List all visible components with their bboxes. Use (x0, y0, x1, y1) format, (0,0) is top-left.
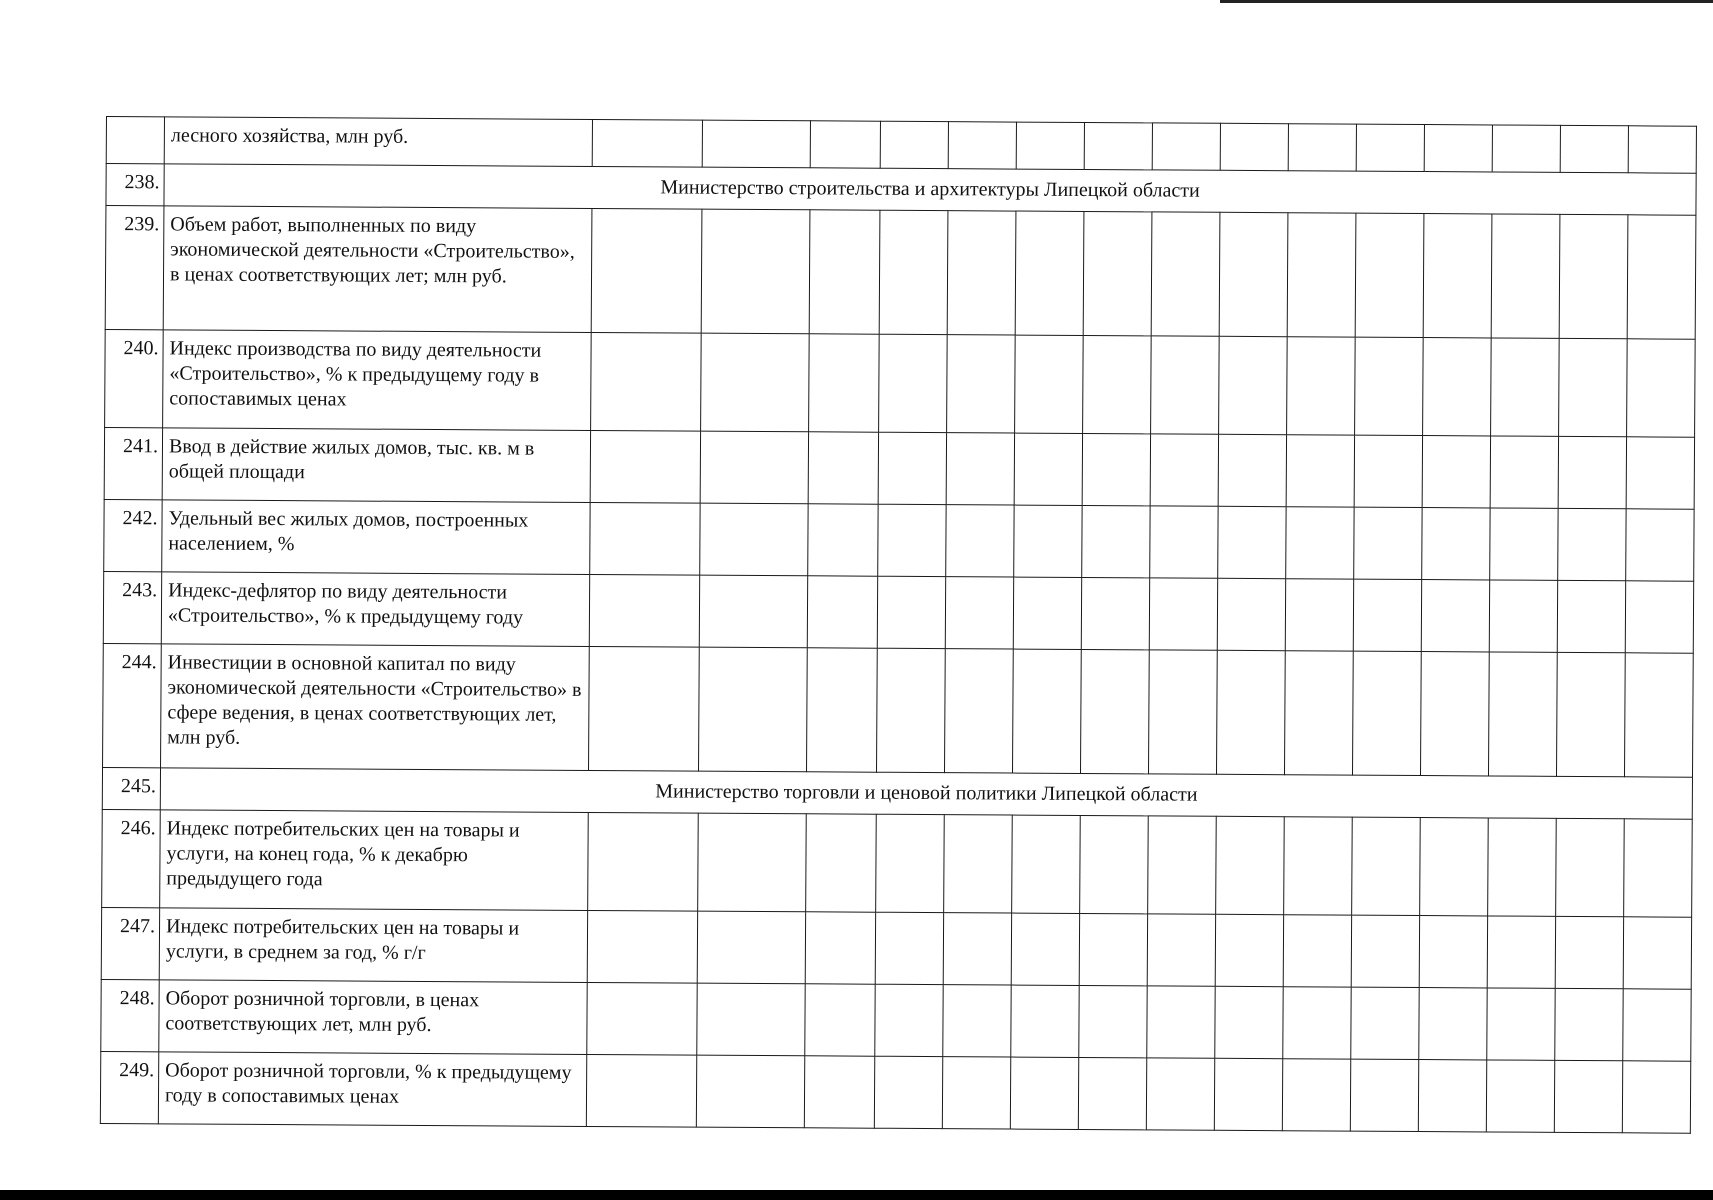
value-cell (1015, 211, 1084, 335)
value-cell (1558, 508, 1626, 580)
value-cell (1149, 578, 1217, 650)
value-cell (699, 575, 807, 648)
value-cell (1422, 508, 1490, 580)
value-cell (1283, 915, 1351, 987)
indicator-label: лесного хозяйства, млн руб. (164, 117, 592, 167)
value-cell (1220, 123, 1288, 170)
value-cell (1624, 653, 1693, 777)
value-cell (1082, 433, 1150, 505)
value-cell (1013, 649, 1082, 773)
value-cell (1423, 214, 1492, 338)
value-cell (806, 814, 877, 912)
value-cell (875, 912, 943, 984)
value-cell (1419, 916, 1487, 988)
table-row (104, 427, 1694, 509)
value-cell (1622, 1061, 1690, 1133)
value-cell (1014, 505, 1082, 577)
value-cell (587, 910, 697, 983)
value-cell (1560, 125, 1628, 172)
value-cell (1423, 338, 1492, 436)
value-cell (702, 120, 810, 168)
value-cell (589, 646, 700, 771)
value-cell (1422, 436, 1490, 508)
table-row (101, 907, 1691, 989)
value-cell (1219, 336, 1288, 434)
value-cell (810, 121, 880, 168)
value-cell (1150, 506, 1218, 578)
value-cell (1350, 1059, 1418, 1131)
value-cell (589, 574, 699, 647)
value-cell (880, 121, 948, 168)
value-cell (877, 576, 945, 648)
indicator-label: Инвестиции в основной капитал по виду экономической деятельности «Строительство» в сфере ведения, в ценах соответствующих лет, млн руб. (161, 644, 590, 771)
value-cell (1490, 436, 1558, 508)
value-cell (948, 122, 1016, 169)
value-cell (946, 505, 1014, 577)
value-cell (701, 209, 810, 334)
value-cell (1016, 122, 1084, 169)
row-number: 246. (102, 809, 161, 907)
value-cell (698, 813, 807, 912)
value-cell (1147, 914, 1215, 986)
value-cell (1151, 336, 1220, 434)
value-cell (808, 504, 878, 576)
value-cell (807, 576, 877, 648)
scan-edge-bottom (0, 1190, 1713, 1200)
row-number: 247. (101, 907, 159, 979)
table-row (102, 809, 1693, 917)
value-cell (1287, 213, 1356, 337)
value-cell (1557, 580, 1625, 652)
value-cell (1219, 212, 1288, 336)
value-cell (1081, 649, 1150, 773)
value-cell (878, 432, 946, 504)
value-cell (947, 335, 1016, 433)
value-cell (1489, 580, 1557, 652)
value-cell (1556, 818, 1625, 916)
value-cell (1218, 506, 1286, 578)
value-cell (804, 1056, 874, 1128)
value-cell (1627, 215, 1696, 339)
value-cell (1558, 436, 1626, 508)
value-cell (1216, 650, 1285, 774)
indicator-label: Оборот розничной торговли, в ценах соответствующих лет, млн руб. (159, 980, 587, 1055)
value-cell (1079, 985, 1147, 1057)
row-number: 245. (102, 767, 160, 809)
value-cell (590, 502, 700, 575)
row-number: 239. (105, 206, 164, 330)
value-cell (1555, 988, 1623, 1060)
indicator-label: Оборот розничной торговли, % к предыдущему году в сопоставимых ценах (158, 1052, 586, 1127)
section-title: Министерство строительства и архитектуры Липецкой области (164, 164, 1696, 215)
value-cell (591, 332, 702, 431)
value-cell (1352, 651, 1421, 775)
row-number: 238. (106, 164, 164, 206)
value-cell (1150, 434, 1218, 506)
value-cell (807, 648, 878, 772)
value-cell (588, 812, 699, 911)
value-cell (1628, 126, 1696, 173)
value-cell (875, 984, 943, 1056)
value-cell (1353, 579, 1421, 651)
value-cell (1010, 1057, 1078, 1129)
value-cell (1419, 988, 1487, 1060)
value-cell (809, 334, 880, 432)
scan-edge-top (1220, 0, 1713, 3)
value-cell (805, 984, 875, 1056)
value-cell (946, 433, 1014, 505)
value-cell (1627, 339, 1696, 437)
table-row (100, 1051, 1690, 1133)
value-cell (697, 983, 805, 1056)
table-row (101, 979, 1691, 1061)
value-cell (1559, 214, 1628, 338)
value-cell (947, 211, 1016, 335)
value-cell (1079, 913, 1147, 985)
value-cell (878, 504, 946, 576)
value-cell (1011, 913, 1079, 985)
value-cell (1486, 1060, 1554, 1132)
indicator-label: Индекс потребительских цен на товары и услуги, в среднем за год, % г/г (159, 908, 587, 983)
value-cell (1282, 1059, 1350, 1131)
indicator-label: Удельный вес жилых домов, построенных населением, % (162, 500, 590, 575)
value-cell (1013, 577, 1081, 649)
value-cell (1490, 508, 1558, 580)
value-cell (1356, 124, 1424, 171)
value-cell (1147, 986, 1215, 1058)
value-cell (1355, 337, 1424, 435)
row-number: 249. (100, 1051, 158, 1123)
value-cell (1286, 435, 1354, 507)
value-cell (1084, 122, 1152, 169)
value-cell (1352, 817, 1421, 915)
indicator-label: Индекс производства по виду деятельности «Строительство», % к предыдущему году в сопоставимых ценах (163, 330, 592, 431)
row-number: 243. (103, 571, 161, 643)
value-cell (586, 1054, 696, 1127)
value-cell (943, 985, 1011, 1057)
value-cell (700, 503, 808, 576)
value-cell (700, 431, 808, 504)
value-cell (1082, 505, 1150, 577)
row-number: 240. (105, 329, 164, 427)
value-cell (1351, 987, 1419, 1059)
value-cell (1151, 212, 1220, 336)
value-cell (1083, 335, 1152, 433)
value-cell (1214, 1058, 1282, 1130)
value-cell (1623, 917, 1691, 989)
value-cell (1556, 652, 1625, 776)
value-cell (1488, 652, 1557, 776)
table-row (105, 206, 1696, 340)
value-cell (805, 912, 875, 984)
table-row (103, 571, 1693, 653)
value-cell (809, 210, 880, 334)
value-cell (1081, 577, 1149, 649)
value-cell (1418, 1060, 1486, 1132)
value-cell (1487, 916, 1555, 988)
value-cell (587, 982, 697, 1055)
row-number: 244. (103, 643, 162, 767)
value-cell (1355, 213, 1424, 337)
row-number: 241. (104, 427, 162, 499)
value-cell (1080, 815, 1149, 913)
row-number: 242. (104, 499, 162, 571)
value-cell (1014, 433, 1082, 505)
value-cell (1626, 437, 1694, 509)
value-cell (1626, 509, 1694, 581)
indicator-label: Индекс-дефлятор по виду деятельности «Строительство», % к предыдущему году (161, 572, 589, 647)
table-row (104, 499, 1694, 581)
value-cell (808, 432, 878, 504)
value-cell (1491, 338, 1560, 436)
value-cell (1148, 816, 1217, 914)
value-cell (1284, 817, 1353, 915)
value-cell (1354, 435, 1422, 507)
value-cell (1288, 124, 1356, 171)
value-cell (1015, 335, 1084, 433)
value-cell (1491, 214, 1560, 338)
value-cell (1623, 989, 1691, 1061)
value-cell (1554, 1060, 1622, 1132)
value-cell (1218, 434, 1286, 506)
value-cell (1011, 985, 1079, 1057)
value-cell (879, 210, 948, 334)
value-cell (701, 333, 810, 432)
value-cell (1424, 125, 1492, 172)
value-cell (1487, 988, 1555, 1060)
indicator-label: Ввод в действие жилых домов, тыс. кв. м в общей площади (162, 428, 590, 503)
value-cell (1215, 986, 1283, 1058)
value-cell (1354, 507, 1422, 579)
value-cell (1492, 125, 1560, 172)
indicator-label: Индекс потребительских цен на товары и услуги, на конец года, % к декабрю предыдущего года (160, 810, 589, 911)
value-cell (1285, 579, 1353, 651)
value-cell (696, 1055, 804, 1128)
value-cell (1083, 211, 1152, 335)
value-cell (697, 911, 805, 984)
value-cell (1284, 651, 1353, 775)
value-cell (590, 430, 700, 503)
indicators-table (100, 116, 1697, 1134)
value-cell (1421, 580, 1489, 652)
value-cell (876, 814, 945, 912)
value-cell (877, 648, 946, 772)
value-cell (1287, 337, 1356, 435)
value-cell (699, 647, 808, 772)
value-cell (591, 208, 702, 333)
value-cell (1078, 1057, 1146, 1129)
value-cell (1283, 987, 1351, 1059)
value-cell (1216, 816, 1285, 914)
value-cell (1217, 578, 1285, 650)
document-sheet (100, 116, 1652, 1133)
value-cell (1215, 914, 1283, 986)
value-cell (1420, 652, 1489, 776)
value-cell (879, 334, 948, 432)
value-cell (1555, 916, 1623, 988)
indicator-label: Объем работ, выполненных по виду экономической деятельности «Строительство», в ценах соответствующих лет; млн руб. (163, 206, 592, 333)
section-title: Министерство торговли и ценовой политики Липецкой области (160, 768, 1692, 819)
value-cell (874, 1056, 942, 1128)
value-cell (1625, 581, 1693, 653)
value-cell (942, 1057, 1010, 1129)
table-row (103, 643, 1694, 777)
value-cell (1559, 338, 1628, 436)
value-cell (1351, 915, 1419, 987)
value-cell (943, 913, 1011, 985)
value-cell (1488, 818, 1557, 916)
value-cell (1624, 819, 1693, 917)
row-number (106, 117, 164, 164)
value-cell (1420, 818, 1489, 916)
value-cell (945, 649, 1014, 773)
row-number: 248. (101, 979, 159, 1051)
value-cell (592, 119, 702, 167)
value-cell (944, 815, 1013, 913)
value-cell (1012, 815, 1081, 913)
value-cell (1152, 123, 1220, 170)
value-cell (1146, 1058, 1214, 1130)
value-cell (1149, 650, 1218, 774)
value-cell (945, 577, 1013, 649)
value-cell (1286, 507, 1354, 579)
table-row (105, 329, 1696, 437)
